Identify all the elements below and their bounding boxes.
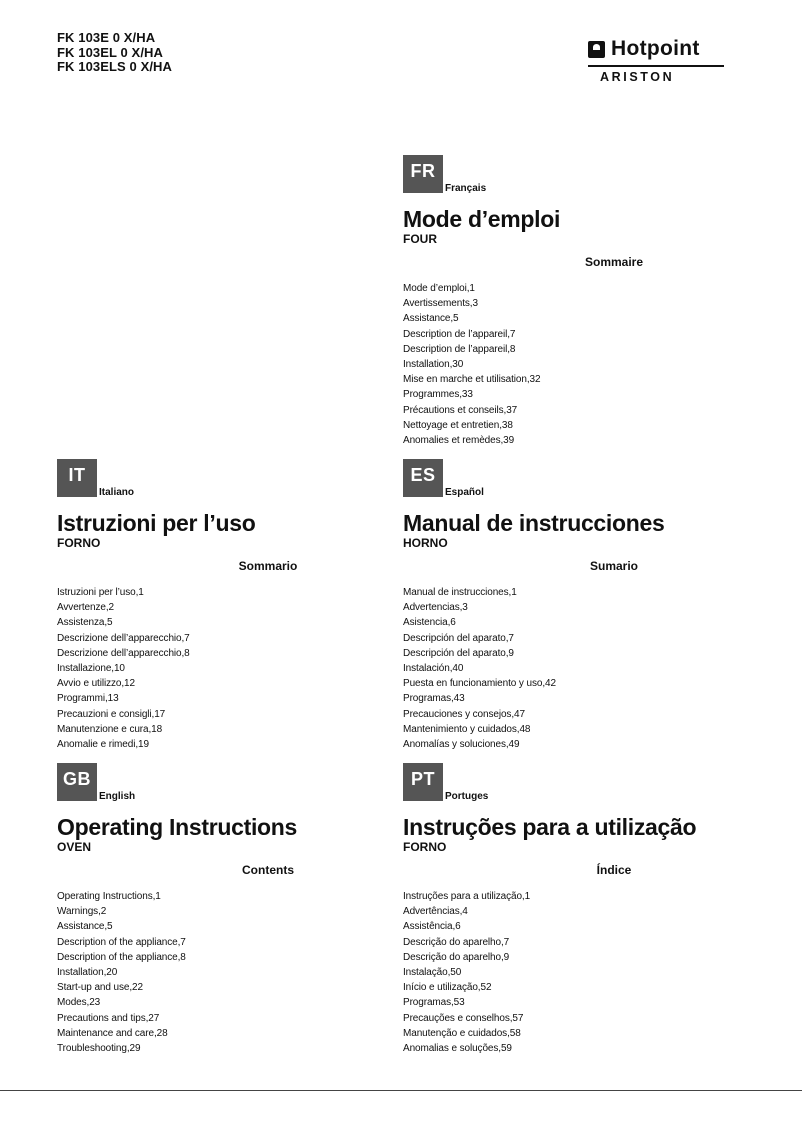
toc-item: Precauciones y consejos,47 xyxy=(403,708,525,720)
toc-item: Instalación,40 xyxy=(403,663,464,675)
toc-item: Descrição do aparelho,7 xyxy=(403,936,510,948)
toc-item: Précautions et conseils,37 xyxy=(403,404,518,416)
toc-item: Anomalies et remèdes,39 xyxy=(403,435,515,447)
toc-item: Installazione,10 xyxy=(57,663,125,675)
toc-item: Manutenzione e cura,18 xyxy=(57,723,163,735)
brand-logo xyxy=(588,38,724,84)
toc-item: Descripción del aparato,9 xyxy=(403,647,514,659)
toc-list xyxy=(57,585,387,752)
toc-item: Description de l’appareil,7 xyxy=(403,328,516,340)
toc-item: Description of the appliance,7 xyxy=(57,936,186,948)
language-name: Español xyxy=(445,487,484,498)
toc-item: Descripción del aparato,7 xyxy=(403,632,514,644)
toc-item: Manual de instrucciones,1 xyxy=(403,587,517,598)
toc-list xyxy=(403,889,733,1056)
section-subtitle: HORNO xyxy=(403,536,448,550)
toc-item: Installation,20 xyxy=(57,967,118,979)
language-name: Français xyxy=(445,183,487,194)
toc-item: Mode d’emploi,1 xyxy=(403,283,475,294)
language-code-badge: ES xyxy=(403,459,443,497)
toc-item: Precautions and tips,27 xyxy=(57,1012,160,1024)
toc-item: Anomalias e soluções,59 xyxy=(403,1043,512,1055)
toc-item: Warnings,2 xyxy=(57,906,107,918)
toc-item: Assistenza,5 xyxy=(57,617,113,629)
language-name: English xyxy=(99,791,136,802)
toc-item: Description of the appliance,8 xyxy=(57,951,186,963)
toc-item: Nettoyage et entretien,38 xyxy=(403,419,513,431)
toc-item: Installation,30 xyxy=(403,359,464,371)
language-code-badge: PT xyxy=(403,763,443,801)
toc-item: Programas,53 xyxy=(403,997,465,1009)
toc-item: Descrizione dell’apparecchio,8 xyxy=(57,647,190,659)
section-title: Instruções para a utilização xyxy=(403,814,697,840)
section-spanish xyxy=(403,459,733,752)
toc-item: Anomalías y soluciones,49 xyxy=(403,739,520,751)
section-subtitle: OVEN xyxy=(57,840,92,854)
language-name: Italiano xyxy=(99,487,135,498)
language-name: Portuges xyxy=(445,791,489,802)
toc-heading: Contents xyxy=(242,863,294,877)
section-title: Istruzioni per l’uso xyxy=(57,510,256,536)
section-french xyxy=(403,155,733,448)
toc-item: Programmi,13 xyxy=(57,693,119,705)
toc-heading: Índice xyxy=(596,863,632,877)
toc-item: Programmes,33 xyxy=(403,389,473,401)
toc-item: Advertencias,3 xyxy=(403,602,468,614)
section-subtitle: FORNO xyxy=(403,840,447,854)
section-italian xyxy=(57,459,387,752)
toc-item: Advertências,4 xyxy=(403,906,468,918)
toc-item: Descrizione dell’apparecchio,7 xyxy=(57,632,190,644)
section-english xyxy=(57,763,387,1056)
toc-item: Manutenção e cuidados,58 xyxy=(403,1027,521,1039)
toc-item: Istruzioni per l’uso,1 xyxy=(57,587,144,598)
toc-item: Operating Instructions,1 xyxy=(57,891,161,902)
footer-divider xyxy=(0,1090,802,1091)
toc-item: Puesta en funcionamiento y uso,42 xyxy=(403,678,556,690)
toc-item: Precauzioni e consigli,17 xyxy=(57,708,166,720)
toc-list xyxy=(403,281,733,448)
toc-item: Assistance,5 xyxy=(403,313,459,325)
toc-item: Descrição do aparelho,9 xyxy=(403,951,510,963)
toc-item: Mantenimiento y cuidados,48 xyxy=(403,723,531,735)
language-code-badge: FR xyxy=(403,155,443,193)
toc-item: Precauções e conselhos,57 xyxy=(403,1012,524,1024)
toc-item: Início e utilização,52 xyxy=(403,982,492,994)
section-title: Operating Instructions xyxy=(57,814,298,840)
toc-item: Instruções para a utilização,1 xyxy=(403,891,531,902)
toc-item: Assistance,5 xyxy=(57,921,113,933)
brand-subname: ARISTON xyxy=(600,70,675,84)
model-list xyxy=(57,31,172,75)
toc-item: Modes,23 xyxy=(57,997,101,1009)
model-name: FK 103ELS 0 X/HA xyxy=(57,59,173,74)
section-title: Manual de instrucciones xyxy=(403,510,665,536)
language-code-badge: IT xyxy=(57,459,97,497)
toc-heading: Sommaire xyxy=(584,255,644,269)
section-subtitle: FORNO xyxy=(57,536,101,550)
brand-name: Hotpoint xyxy=(611,37,700,60)
toc-item: Start-up and use,22 xyxy=(57,982,143,994)
toc-item: Assistência,6 xyxy=(403,921,461,933)
section-portuguese xyxy=(403,763,733,1056)
toc-item: Instalação,50 xyxy=(403,967,462,979)
model-name: FK 103E 0 X/HA xyxy=(57,30,156,45)
toc-item: Avvertenze,2 xyxy=(57,602,114,614)
toc-item: Maintenance and care,28 xyxy=(57,1027,168,1039)
toc-heading: Sumario xyxy=(589,559,638,573)
toc-item: Description de l’appareil,8 xyxy=(403,343,516,355)
toc-list xyxy=(403,585,733,752)
model-name: FK 103EL 0 X/HA xyxy=(57,44,164,60)
toc-item: Programas,43 xyxy=(403,693,465,705)
toc-item: Asistencia,6 xyxy=(403,617,456,629)
toc-item: Anomalie e rimedi,19 xyxy=(57,739,149,751)
toc-heading: Sommario xyxy=(238,559,298,573)
hotpoint-logo-icon xyxy=(588,41,605,58)
section-title: Mode d’emploi xyxy=(403,206,561,232)
language-code-badge: GB xyxy=(57,763,97,801)
toc-item: Troubleshooting,29 xyxy=(57,1043,141,1055)
toc-list xyxy=(57,889,387,1056)
toc-item: Avertissements,3 xyxy=(403,298,478,310)
toc-item: Avvio e utilizzo,12 xyxy=(57,678,135,690)
toc-item: Mise en marche et utilisation,32 xyxy=(403,374,541,386)
section-subtitle: FOUR xyxy=(403,232,437,246)
logo-divider xyxy=(588,65,724,67)
